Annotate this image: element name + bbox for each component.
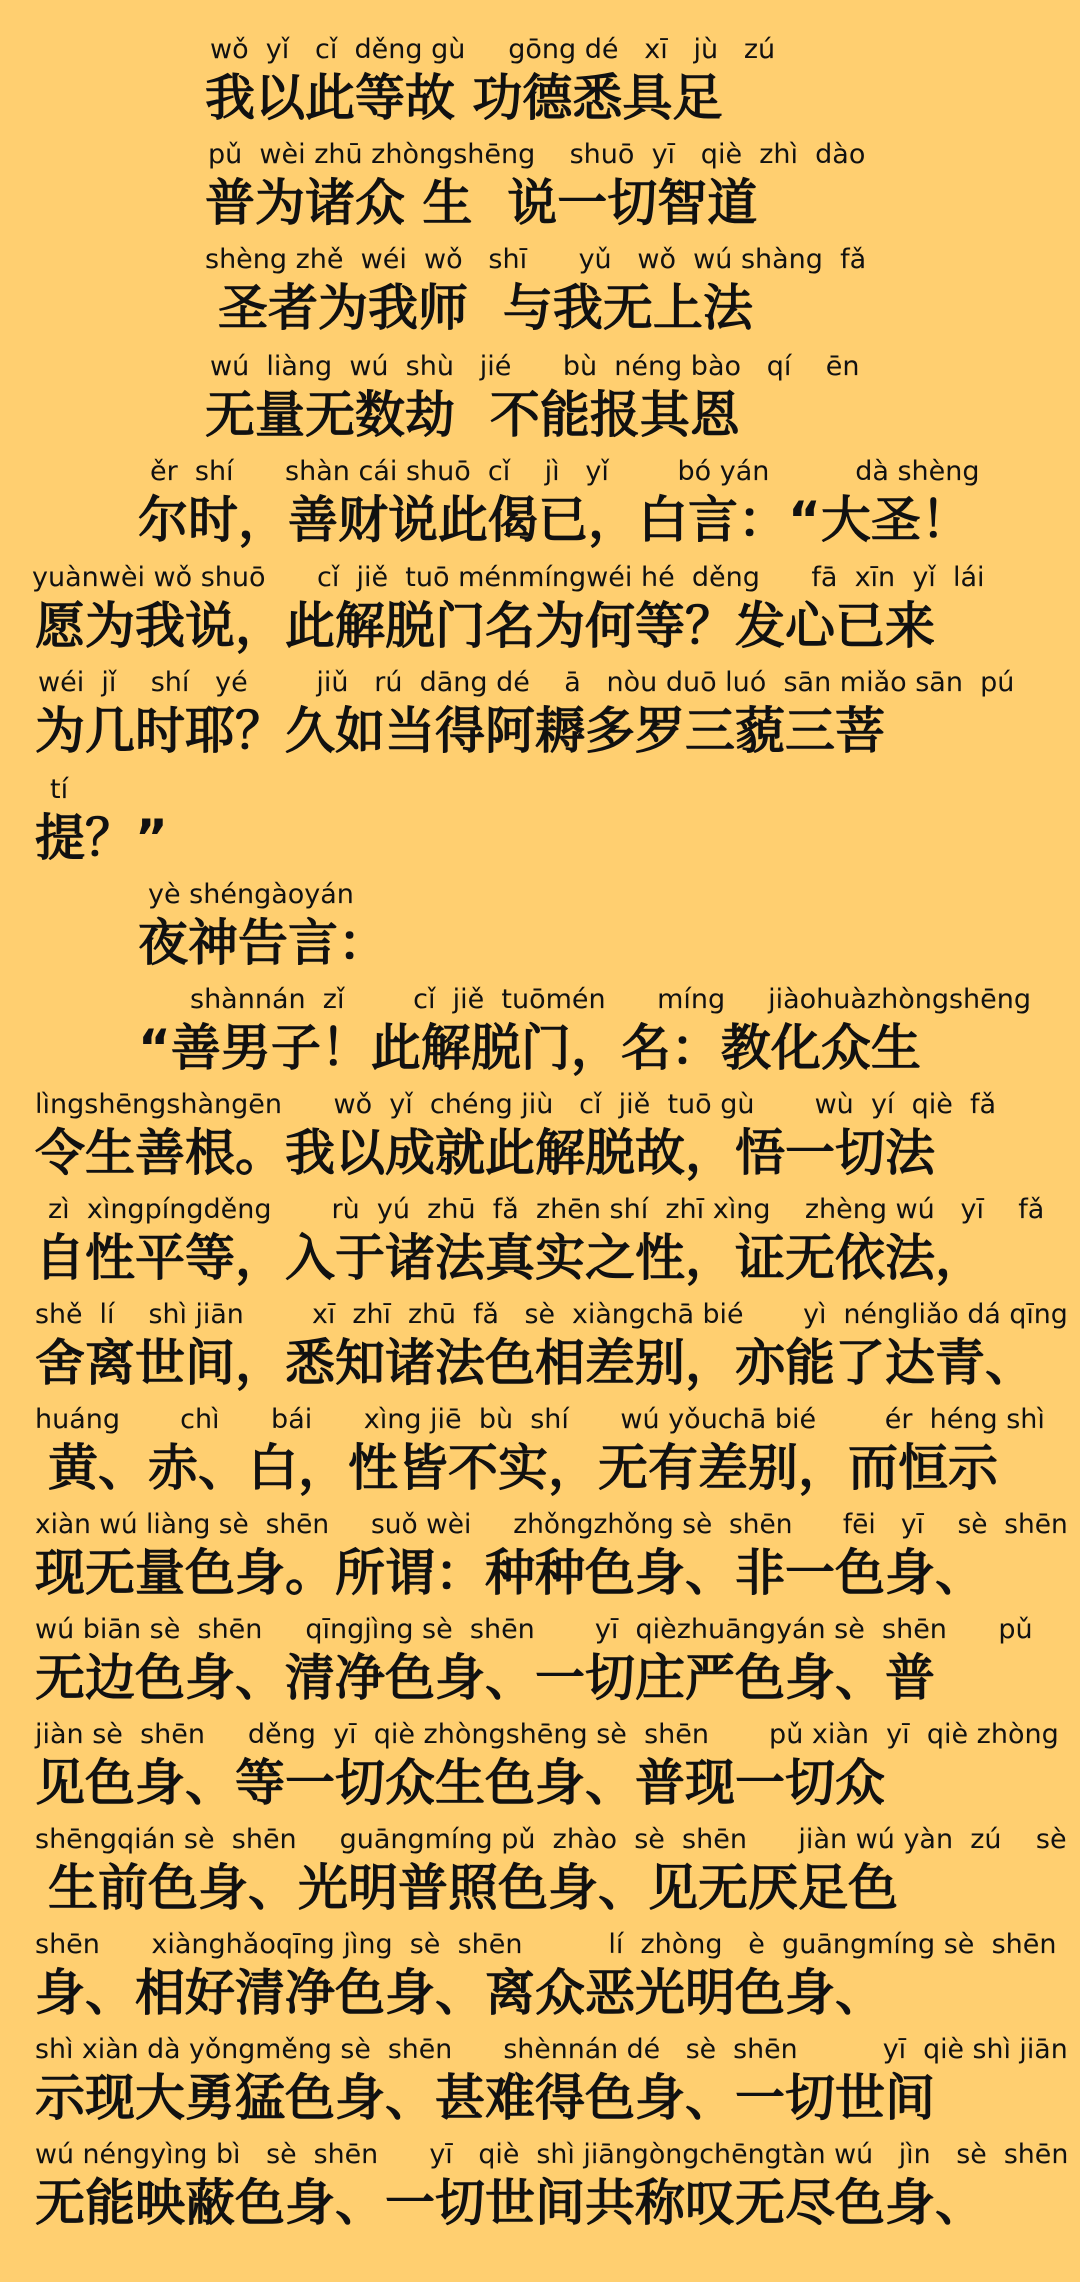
text-line-9	[0, 880, 1080, 985]
text-line-6	[0, 563, 1080, 668]
hanzi-text: 我以此等故 功德悉具足	[205, 69, 723, 127]
hanzi-text: 提？”	[35, 809, 168, 867]
text-line-16	[0, 1615, 1080, 1720]
hanzi-text: 自性平等，入于诸法真实之性，证无依法，	[35, 1229, 985, 1287]
text-line-8	[0, 775, 1080, 880]
hanzi-text: 无边色身、清净色身、一切庄严色身、普	[35, 1649, 935, 1707]
pinyin-text: wǒ yǐ cǐ děng gù gōng dé xī jù zú	[210, 34, 776, 65]
text-line-14	[0, 1405, 1080, 1510]
hanzi-text: 为几时耶？久如当得阿耨多罗三藐三菩	[35, 702, 885, 760]
hanzi-text: 现无量色身。所谓：种种色身、非一色身、	[35, 1544, 985, 1602]
pinyin-text: yuànwèi wǒ shuō cǐ jiě tuō ménmíngwéi hé děng fā xīn yǐ lái	[32, 562, 985, 593]
pinyin-text: ěr shí shàn cái shuō cǐ jì yǐ bó yán dà shèng	[150, 456, 980, 487]
pinyin-text: jiàn sè shēn děng yī qiè zhòngshēng sè shēn pǔ xiàn yī qiè zhòng	[35, 1719, 1059, 1750]
text-line-20	[0, 2035, 1080, 2140]
pinyin-text: huáng chì bái xìng jiē bù shí wú yǒuchā bié ér héng shì	[35, 1404, 1045, 1435]
hanzi-text: 黄、赤、白，性皆不实，无有差别，而恒示	[48, 1439, 998, 1497]
verse-line-3	[0, 245, 1080, 350]
text-line-13	[0, 1300, 1080, 1405]
pinyin-text: shànnán zǐ cǐ jiě tuōmén míng jiàohuàzhòngshēng	[190, 984, 1032, 1015]
text-line-5	[0, 457, 1080, 562]
hanzi-text: “善男子！此解脱门，名：教化众生	[138, 1019, 921, 1077]
hanzi-text: 夜神告言：	[138, 914, 388, 972]
hanzi-text: 舍离世间，悉知诸法色相差别，亦能了达青、	[35, 1334, 1035, 1392]
text-line-18	[0, 1825, 1080, 1930]
hanzi-text: 示现大勇猛色身、甚难得色身、一切世间	[35, 2069, 935, 2127]
text-line-19	[0, 1930, 1080, 2035]
pinyin-text: wú liàng wú shù jié bù néng bào qí ēn	[210, 351, 860, 382]
pinyin-text: xiàn wú liàng sè shēn suǒ wèi zhǒngzhǒng sè shēn fēi yī sè shēn	[35, 1509, 1068, 1540]
text-line-7	[0, 668, 1080, 773]
verse-line-2	[0, 140, 1080, 245]
hanzi-text: 圣者为我师 与我无上法	[218, 279, 753, 337]
hanzi-text: 身、相好清净色身、离众恶光明色身、	[35, 1964, 885, 2022]
text-line-21	[0, 2140, 1080, 2245]
verse-line-4	[0, 352, 1080, 457]
pinyin-text: shēngqián sè shēn guāngmíng pǔ zhào sè shēn jiàn wú yàn zú sè	[35, 1824, 1067, 1855]
pinyin-text: lìngshēngshàngēn wǒ yǐ chéng jiù cǐ jiě tuō gù wù yí qiè fǎ	[35, 1089, 997, 1120]
text-line-17	[0, 1720, 1080, 1825]
hanzi-text: 无量无数劫 不能报其恩	[205, 386, 740, 444]
pinyin-text: yè shéngàoyán	[148, 879, 354, 910]
pinyin-text: wú biān sè shēn qīngjìng sè shēn yī qièzhuāngyán sè shēn pǔ	[35, 1614, 1033, 1645]
pinyin-text: wéi jǐ shí yé jiǔ rú dāng dé ā nòu duō luó sān miǎo sān pú	[38, 667, 1015, 698]
pinyin-text: shēn xiànghǎoqīng jìng sè shēn lí zhòng è guāngmíng sè shēn	[35, 1929, 1057, 1960]
text-line-15	[0, 1510, 1080, 1615]
text-line-12	[0, 1195, 1080, 1300]
pinyin-text: shì xiàn dà yǒngměng sè shēn shènnán dé sè shēn yī qiè shì jiān	[35, 2034, 1068, 2065]
pinyin-text: pǔ wèi zhū zhòngshēng shuō yī qiè zhì dào	[208, 139, 866, 170]
pinyin-text: wú néngyìng bì sè shēn yī qiè shì jiāngòngchēngtàn wú jìn sè shēn	[35, 2139, 1069, 2170]
hanzi-text: 尔时，善财说此偈已，白言：“大圣！	[138, 491, 971, 549]
hanzi-text: 普为诸众 生 说一切智道	[205, 174, 758, 232]
pinyin-text: zì xìngpíngděng rù yú zhū fǎ zhēn shí zhī xìng zhèng wú yī fǎ	[48, 1194, 1045, 1225]
hanzi-text: 愿为我说，此解脱门名为何等？发心已来	[35, 597, 935, 655]
pinyin-text: shèng zhě wéi wǒ shī yǔ wǒ wú shàng fǎ	[205, 244, 867, 275]
pinyin-text: shě lí shì jiān xī zhī zhū fǎ sè xiàngchā bié yì néngliǎo dá qīng	[35, 1299, 1068, 1330]
hanzi-text: 生前色身、光明普照色身、见无厌足色	[48, 1859, 898, 1917]
hanzi-text: 见色身、等一切众生色身、普现一切众	[35, 1754, 885, 1812]
verse-line-1	[0, 35, 1080, 140]
text-line-11	[0, 1090, 1080, 1195]
hanzi-text: 令生善根。我以成就此解脱故，悟一切法	[35, 1124, 935, 1182]
text-line-10	[0, 985, 1080, 1090]
pinyin-text: tí	[50, 774, 69, 805]
hanzi-text: 无能映蔽色身、一切世间共称叹无尽色身、	[35, 2174, 985, 2232]
